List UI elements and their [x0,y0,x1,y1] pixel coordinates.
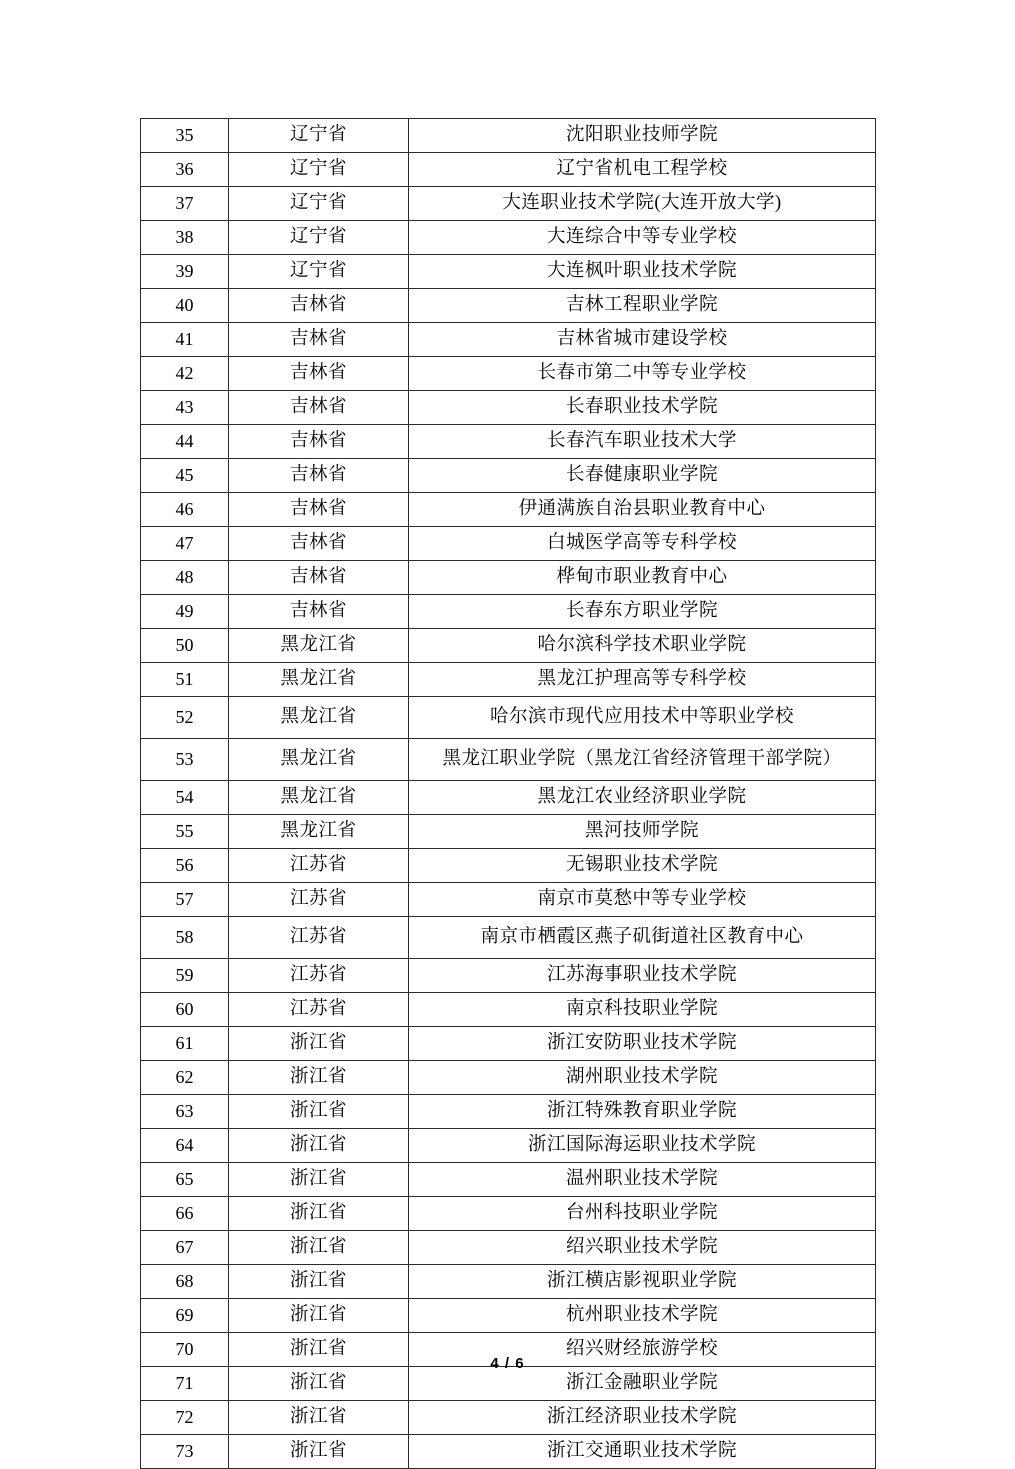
institution-name-cell: 温州职业技术学院 [409,1163,876,1197]
table-row [141,527,876,561]
institution-name-cell: 杭州职业技术学院 [409,1299,876,1333]
institution-name-cell: 浙江横店影视职业学院 [409,1265,876,1299]
institution-name-cell: 长春东方职业学院 [409,595,876,629]
row-index-cell: 42 [141,357,229,391]
province-cell: 吉林省 [229,357,409,391]
institution-name-cell: 吉林省城市建设学校 [409,323,876,357]
row-index-cell: 48 [141,561,229,595]
row-index-cell: 64 [141,1129,229,1163]
province-cell: 吉林省 [229,323,409,357]
institution-name-cell: 大连职业技术学院(大连开放大学) [409,187,876,221]
row-index-cell: 40 [141,289,229,323]
institution-name-cell: 长春市第二中等专业学校 [409,357,876,391]
province-cell: 浙江省 [229,1197,409,1231]
institution-name-cell: 哈尔滨市现代应用技术中等职业学校 [409,697,876,739]
row-index-cell: 58 [141,917,229,959]
row-index-cell: 68 [141,1265,229,1299]
row-index-cell: 61 [141,1027,229,1061]
institution-name-cell: 无锡职业技术学院 [409,849,876,883]
province-cell: 浙江省 [229,1027,409,1061]
row-index-cell: 55 [141,815,229,849]
province-cell: 辽宁省 [229,153,409,187]
province-cell: 吉林省 [229,595,409,629]
institution-name-cell: 江苏海事职业技术学院 [409,959,876,993]
row-index-cell: 59 [141,959,229,993]
province-cell: 浙江省 [229,1163,409,1197]
table-row [141,1129,876,1163]
row-index-cell: 49 [141,595,229,629]
institution-name-cell: 大连综合中等专业学校 [409,221,876,255]
table-row [141,781,876,815]
row-index-cell: 45 [141,459,229,493]
table-row [141,153,876,187]
province-cell: 吉林省 [229,459,409,493]
table-row [141,187,876,221]
table-row [141,595,876,629]
table-row [141,959,876,993]
institution-name-cell: 伊通满族自治县职业教育中心 [409,493,876,527]
row-index-cell: 60 [141,993,229,1027]
province-cell: 浙江省 [229,1231,409,1265]
province-cell: 江苏省 [229,849,409,883]
institution-name-cell: 绍兴职业技术学院 [409,1231,876,1265]
institution-name-cell: 黑河技师学院 [409,815,876,849]
row-index-cell: 37 [141,187,229,221]
row-index-cell: 51 [141,663,229,697]
institution-name-cell: 哈尔滨科学技术职业学院 [409,629,876,663]
row-index-cell: 36 [141,153,229,187]
row-index-cell: 52 [141,697,229,739]
province-cell: 吉林省 [229,527,409,561]
page-number: 4 / 6 [490,1355,525,1372]
table-row [141,697,876,739]
institution-name-cell: 黑龙江农业经济职业学院 [409,781,876,815]
institution-name-cell: 黑龙江护理高等专科学校 [409,663,876,697]
table-row [141,1027,876,1061]
table-row [141,1061,876,1095]
row-index-cell: 70 [141,1333,229,1367]
institution-name-cell: 南京市莫愁中等专业学校 [409,883,876,917]
province-cell: 浙江省 [229,1367,409,1401]
province-cell: 辽宁省 [229,221,409,255]
table-row [141,1231,876,1265]
row-index-cell: 54 [141,781,229,815]
table-row [141,1095,876,1129]
table-row [141,561,876,595]
table-row [141,815,876,849]
row-index-cell: 50 [141,629,229,663]
table-row [141,1435,876,1469]
table-row [141,629,876,663]
province-cell: 浙江省 [229,1333,409,1367]
province-cell: 江苏省 [229,917,409,959]
table-row [141,323,876,357]
table-row [141,1299,876,1333]
institution-name-cell: 黑龙江职业学院（黑龙江省经济管理干部学院） [409,739,876,781]
table-row [141,1197,876,1231]
row-index-cell: 65 [141,1163,229,1197]
row-index-cell: 53 [141,739,229,781]
institution-name-cell: 台州科技职业学院 [409,1197,876,1231]
row-index-cell: 69 [141,1299,229,1333]
row-index-cell: 63 [141,1095,229,1129]
table-row [141,1401,876,1435]
province-cell: 黑龙江省 [229,781,409,815]
row-index-cell: 39 [141,255,229,289]
province-cell: 黑龙江省 [229,697,409,739]
institution-name-cell: 沈阳职业技师学院 [409,119,876,153]
row-index-cell: 47 [141,527,229,561]
province-cell: 浙江省 [229,1299,409,1333]
row-index-cell: 35 [141,119,229,153]
table-row [141,663,876,697]
province-cell: 黑龙江省 [229,629,409,663]
table-row [141,993,876,1027]
province-cell: 江苏省 [229,883,409,917]
row-index-cell: 66 [141,1197,229,1231]
row-index-cell: 73 [141,1435,229,1469]
table-row [141,1265,876,1299]
table-row [141,493,876,527]
table-row [141,739,876,781]
row-index-cell: 67 [141,1231,229,1265]
institution-name-cell: 浙江特殊教育职业学院 [409,1095,876,1129]
row-index-cell: 56 [141,849,229,883]
province-cell: 吉林省 [229,289,409,323]
row-index-cell: 43 [141,391,229,425]
institution-name-cell: 白城医学高等专科学校 [409,527,876,561]
table-row [141,917,876,959]
institution-name-cell: 湖州职业技术学院 [409,1061,876,1095]
province-cell: 黑龙江省 [229,815,409,849]
province-cell: 辽宁省 [229,255,409,289]
institution-name-cell: 浙江金融职业学院 [409,1367,876,1401]
province-cell: 浙江省 [229,1435,409,1469]
province-cell: 浙江省 [229,1265,409,1299]
table-row [141,357,876,391]
institution-name-cell: 南京科技职业学院 [409,993,876,1027]
province-cell: 江苏省 [229,959,409,993]
row-index-cell: 57 [141,883,229,917]
row-index-cell: 72 [141,1401,229,1435]
institution-name-cell: 南京市栖霞区燕子矶街道社区教育中心 [409,917,876,959]
table-row [141,883,876,917]
institution-name-cell: 桦甸市职业教育中心 [409,561,876,595]
table-row [141,221,876,255]
institution-name-cell: 长春健康职业学院 [409,459,876,493]
institution-name-cell: 长春职业技术学院 [409,391,876,425]
institution-name-cell: 浙江国际海运职业技术学院 [409,1129,876,1163]
province-cell: 黑龙江省 [229,739,409,781]
province-cell: 吉林省 [229,391,409,425]
province-cell: 浙江省 [229,1061,409,1095]
institution-name-cell: 吉林工程职业学院 [409,289,876,323]
row-index-cell: 41 [141,323,229,357]
province-cell: 吉林省 [229,561,409,595]
table-row [141,289,876,323]
province-cell: 江苏省 [229,993,409,1027]
institution-name-cell: 大连枫叶职业技术学院 [409,255,876,289]
institution-name-cell: 长春汽车职业技术大学 [409,425,876,459]
table-row [141,425,876,459]
province-cell: 辽宁省 [229,119,409,153]
province-cell: 辽宁省 [229,187,409,221]
table-row [141,1163,876,1197]
row-index-cell: 44 [141,425,229,459]
row-index-cell: 38 [141,221,229,255]
institution-name-cell: 辽宁省机电工程学校 [409,153,876,187]
province-cell: 浙江省 [229,1401,409,1435]
institution-name-cell: 浙江交通职业技术学院 [409,1435,876,1469]
institution-name-cell: 浙江安防职业技术学院 [409,1027,876,1061]
province-cell: 浙江省 [229,1129,409,1163]
institution-list-table [140,118,876,1469]
institution-name-cell: 浙江经济职业技术学院 [409,1401,876,1435]
province-cell: 吉林省 [229,493,409,527]
row-index-cell: 71 [141,1367,229,1401]
table-row [141,849,876,883]
province-cell: 吉林省 [229,425,409,459]
row-index-cell: 46 [141,493,229,527]
table-row [141,459,876,493]
table-row [141,255,876,289]
province-cell: 浙江省 [229,1095,409,1129]
row-index-cell: 62 [141,1061,229,1095]
table-body [141,119,876,1469]
table-row [141,391,876,425]
province-cell: 黑龙江省 [229,663,409,697]
table-row [141,119,876,153]
institution-name-cell: 绍兴财经旅游学校 [409,1333,876,1367]
